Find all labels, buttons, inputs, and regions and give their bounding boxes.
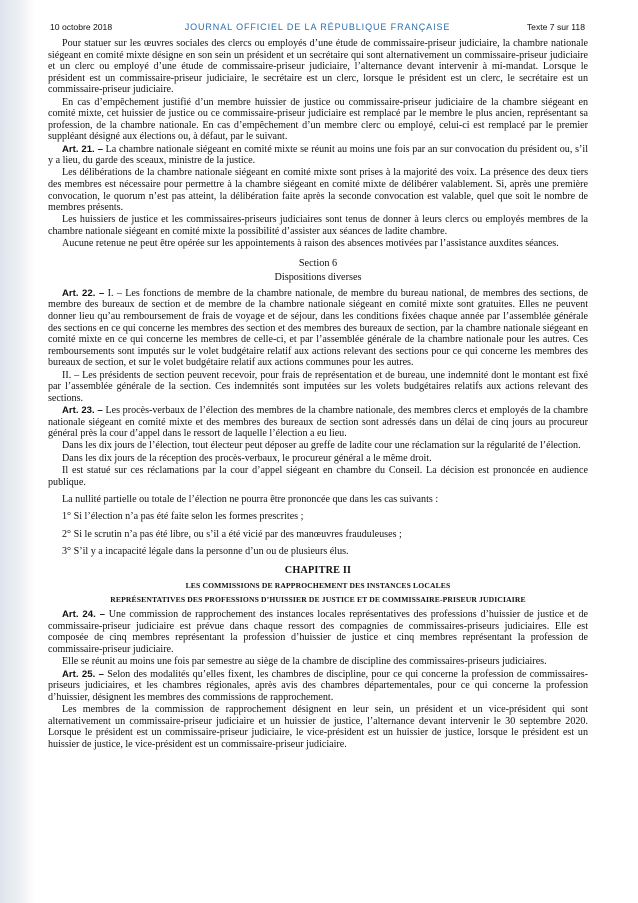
section-title: Section 6: [298, 257, 338, 269]
paragraph: Les huissiers de justice et les commissaires-priseurs judiciaires sont tenus de donner à leurs clercs ou employés membres de la chambre nationale siégeant en comité mixte la possibilité d’assister aux séances de ladite chambre.: [48, 214, 588, 237]
article-23: [48, 405, 588, 440]
article-label: Art. 22. –: [62, 287, 105, 299]
article-label: Art. 23. –: [62, 404, 103, 416]
chapter-title: CHAPITRE II: [284, 564, 352, 576]
article-text: Les procès-verbaux de l’élection des membres de la chambre nationale, des membres clercs et employés de la chambre nationale siégeant en comité mixte et des membres des bureaux de section sont adressés dans un délai de cinq jours au procureur général près la cour d’appel dans le ressort de laquelle l’élection a eu lieu.: [48, 404, 588, 440]
paragraph: Dans les dix jours de l’élection, tout électeur peut déposer au greffe de ladite cour une réclamation sur la régularité de l’élection.: [62, 440, 581, 452]
article-text: Selon des modalités qu’elles fixent, les chambres de discipline, pour ce qui concerne la profession de commissaires-priseurs judiciaires, et les chambres régionales, après avis des chambres départementales, pour ce qui concerne la profession d’huissier, désignent les membres des commissions de rapprochement.: [48, 668, 589, 703]
list-item: 1° Si l’élection n’a pas été faite selon les formes prescrites ;: [62, 511, 304, 523]
paragraph: Les délibérations de la chambre nationale siégeant en comité mixte sont prises à la majorité des voix. La présence des deux tiers des membres est nécessaire pour permettre à la chambre siégeant en comité mixte de délibérer valablement. Si, après une première convocation, le quorum n’est pas atteint, la délibération faite après la seconde convocation est valable, quel que soit le nombre de membres présents.: [48, 167, 588, 214]
page-edge-shadow: [0, 0, 35, 903]
paragraph: Aucune retenue ne peut être opérée sur les appointements à raison des absences motivées par l’assistance auxdites séances.: [62, 238, 559, 250]
paragraph: Dans les dix jours de la réception des procès-verbaux, le procureur général a le même droit.: [62, 452, 432, 464]
article-label: Art. 25. –: [62, 668, 104, 680]
header-journal-title: JOURNAL OFFICIEL DE LA RÉPUBLIQUE FRANÇAISE: [184, 22, 451, 32]
article-24: [48, 609, 588, 655]
article-text: La chambre nationale siégeant en comité mixte se réunit au moins une fois par an sur convocation du président ou, s’il y a lieu, du garde des sceaux, ministre de la justice.: [48, 143, 588, 167]
chapter-heading-line: LES COMMISSIONS DE RAPPROCHEMENT DES INSTANCES LOCALES: [185, 581, 451, 591]
document-body: [48, 38, 588, 751]
paragraph: Il est statué sur ces réclamations par la cour d’appel siégeant en chambre du Conseil. La décision est prononcée en audience publique.: [48, 465, 588, 488]
header-text-number: Texte 7 sur 118: [526, 22, 585, 32]
paragraph: En cas d’empêchement justifié d’un membre huissier de justice ou commissaire-priseur judiciaire de la chambre siégeant en comité mixte, cet huissier de justice ou ce commissaire-priseur judiciaire est remplacé par le membre le plus ancien, représentant sa profession, de la chambre nationale. En cas d’empêchement d’un membre clerc ou employé, celui-ci est remplacé par le premier suppléant désigné aux élections ou, à défaut, par le suivant.: [48, 96, 588, 143]
paragraph: Pour statuer sur les œuvres sociales des clercs ou employés d’une étude de commissaire-priseur judiciaire, la chambre nationale siégeant en comité mixte désigne en son sein un président et un secrétaire qui sont alternativement un commissaire-priseur judiciaire et un clerc ou employé d’une étude de commissaire-priseur judiciaire, l’alternance devant intervenir à mi-mandat. Lorsque le président est un commissaire-priseur judiciaire, le secrétaire est un clerc, lorsque le président est un clerc, le secrétaire est un commissaire-priseur judiciaire.: [48, 38, 588, 96]
paragraph: Les membres de la commission de rapprochement désignent en leur sein, un président et un vice-président qui sont alternativement un commissaire-priseur judiciaire et un huissier de justice, l’alternance devant intervenir le 30 septembre 2020. Lorsque le président est un commissaire-priseur judiciaire, le vice-président est un huissier de justice, lorsque le président est un huissier de justice, le vice-président est un commissaire-priseur judiciaire.: [48, 703, 588, 750]
article-22: [48, 288, 588, 369]
paragraph: II. – Les présidents de section peuvent recevoir, pour frais de représentation et de bureau, une indemnité dont le montant est fixé par l’assemblée générale de la section. Ces indemnités sont imputées sur les volets budgétaires relatifs aux actions relevant des sections.: [48, 369, 588, 404]
article-label: Art. 21. –: [62, 143, 103, 155]
article-text: Une commission de rapprochement des instances locales représentatives des professions d’huissier de justice et de commissaire-priseur judiciaire est prévue dans chaque ressort des compagnies de commissaires-priseurs judiciaires. Elle est composée de cinq membres représentant la profession d’huissier de justice et cinq membres représentant la profession de commissaire-priseur judiciaire.: [48, 609, 588, 655]
paragraph: Elle se réunit au moins une fois par semestre au siège de la chambre de discipline des commissaires-priseurs judiciaires.: [62, 656, 547, 668]
section-subtitle: Dispositions diverses: [274, 272, 362, 284]
article-25: [48, 669, 588, 704]
list-item: 3° S’il y a incapacité légale dans la personne d’un ou de plusieurs élus.: [62, 546, 349, 558]
paragraph: La nullité partielle ou totale de l’élection ne pourra être prononcée que dans les cas suivants :: [62, 494, 439, 505]
running-header: [50, 22, 585, 34]
header-date: 10 octobre 2018: [50, 22, 113, 32]
chapter-heading-line: REPRÉSENTATIVES DES PROFESSIONS D’HUISSIER DE JUSTICE ET DE COMMISSAIRE-PRISEUR JUDICIAIRE: [110, 594, 526, 604]
list-item: 2° Si le scrutin n’a pas été libre, ou s’il a été vicié par des manœuvres frauduleuses ;: [62, 528, 402, 540]
article-text: I. – Les fonctions de membre de la chambre nationale, de membre du bureau national, de membres des sections, de membre des bureaux de section et de membre de la chambre nationale siégeant en comité mixte sont gratuites. Elles ne peuvent donner lieu qu’au remboursement de frais de voyage et de séjour, dans les conditions fixées chaque année par l’assemblée générale des sections en ce qui concerne les membres des section et des membres des bureaux de section, par la chambre nationale siégeant en comité mixte en ce qui concerne les membres de celle-ci, et par l’assemblée générale de la chambre nationale pour les autres. Ces remboursements sont imputés sur le volet budgétaire relatif aux actions relevant des sections pour ce qui concerne les membres des bureaux de section, et sur le volet budgétaire relatif aux actions communes pour les autres.: [48, 287, 588, 369]
article-label: Art. 24. –: [62, 609, 105, 621]
article-21: [48, 144, 588, 167]
